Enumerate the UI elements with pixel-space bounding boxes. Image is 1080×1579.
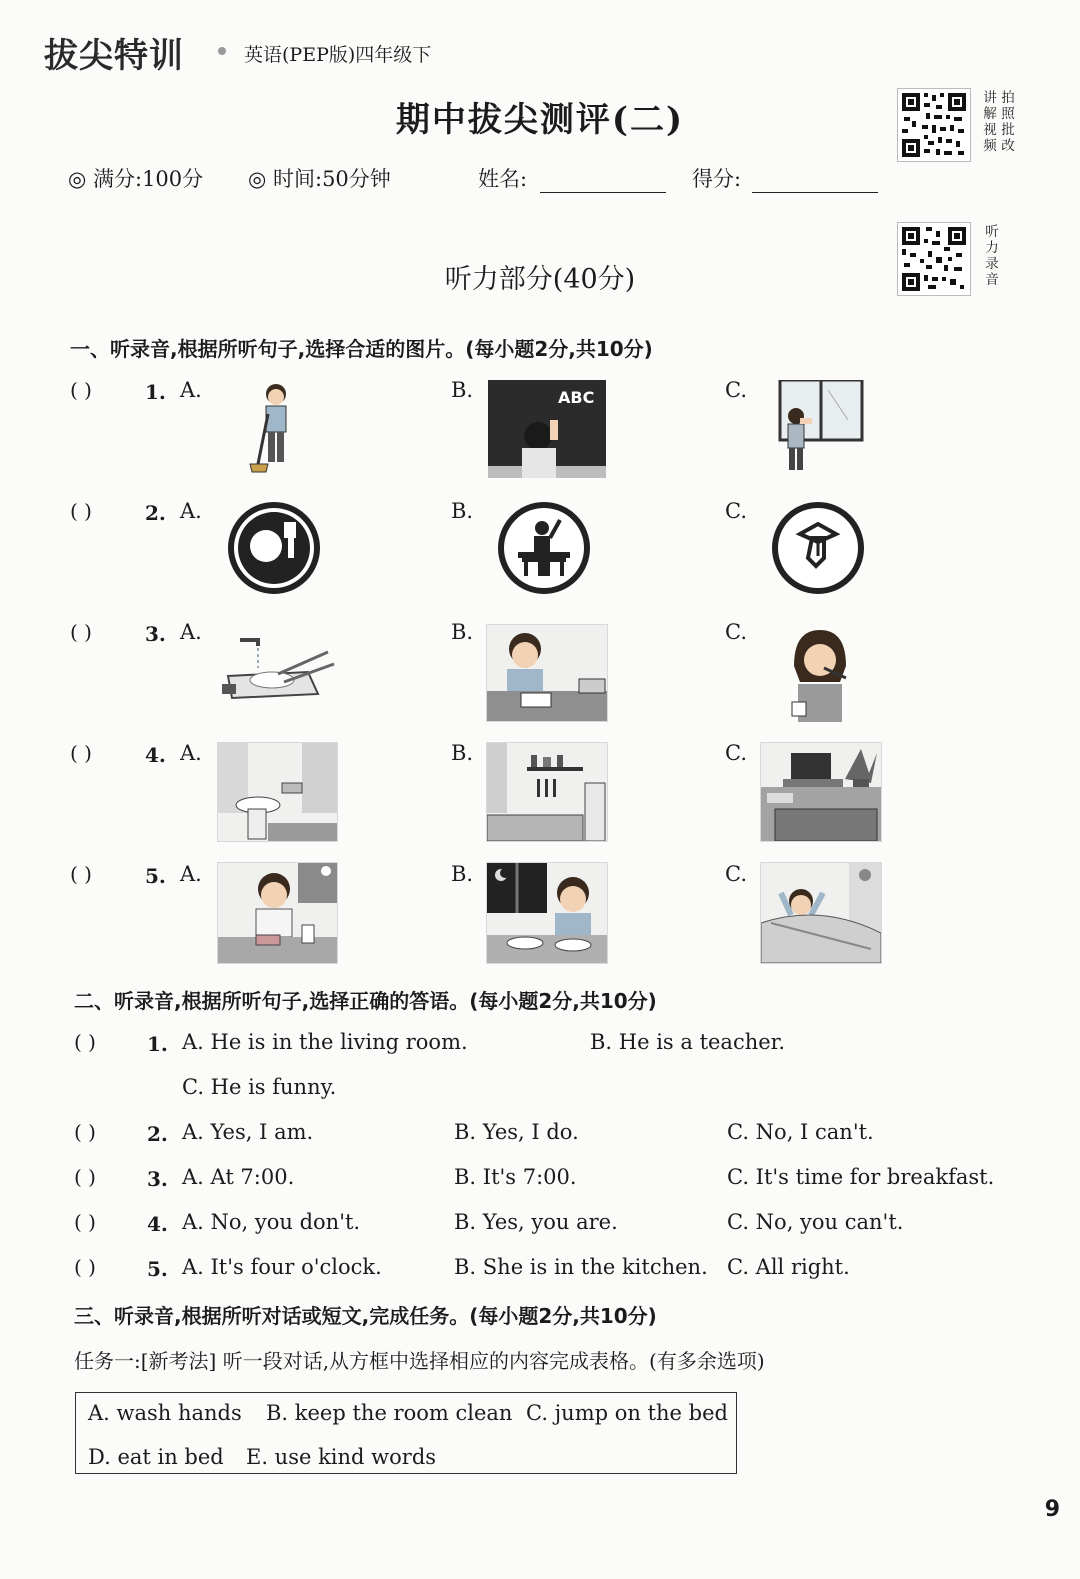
- kitchen-image: [486, 742, 608, 842]
- boy-waking-up-in-bed-image: [760, 862, 882, 964]
- option-label: A.: [180, 378, 202, 402]
- boy-writing-at-desk-image: [486, 624, 608, 722]
- choice-b[interactable]: B. He is a teacher.: [590, 1030, 786, 1054]
- listening-section-title: 听力部分(40分): [444, 264, 636, 295]
- option-label: C.: [725, 499, 747, 523]
- answer-paren[interactable]: ( ): [70, 620, 92, 644]
- part1-title: 一、听录音,根据所听句子,选择合适的图片。(每小题2分,共10分): [70, 337, 653, 361]
- time-limit: ◎ 时间:50分钟: [248, 167, 391, 191]
- boy-eating-dinner-at-night-image: [486, 862, 608, 964]
- choice-b[interactable]: B. Yes, I do.: [454, 1120, 579, 1144]
- qr-photo-label: 拍 照 批 改: [1001, 90, 1015, 154]
- choice-c[interactable]: C. All right.: [727, 1255, 850, 1279]
- blackboard-text: ABC: [558, 388, 595, 407]
- answer-paren[interactable]: ( ): [74, 1120, 96, 1144]
- student-at-desk-sign-icon: [498, 502, 590, 594]
- girl-brushing-teeth-image: [784, 626, 856, 722]
- part2-title: 二、听录音,根据所听句子,选择正确的答语。(每小题2分,共10分): [74, 989, 657, 1013]
- option-label: C.: [725, 378, 747, 402]
- choice-a[interactable]: A. Yes, I am.: [182, 1120, 314, 1144]
- box-option-b: B. keep the room clean: [266, 1401, 513, 1425]
- choice-a[interactable]: A. It's four o'clock.: [182, 1255, 382, 1279]
- page-title: 期中拔尖测评(二): [395, 100, 685, 140]
- brand-separator-dot: [218, 47, 226, 55]
- box-option-c: C. jump on the bed: [526, 1401, 728, 1425]
- answer-paren[interactable]: ( ): [70, 741, 92, 765]
- answer-paren[interactable]: ( ): [74, 1030, 96, 1054]
- box-option-e: E. use kind words: [246, 1445, 437, 1469]
- washing-hands-image: [218, 632, 336, 706]
- box-option-a: A. wash hands: [88, 1401, 242, 1425]
- question-number: 5.: [145, 864, 166, 888]
- option-label: B.: [451, 499, 474, 523]
- answer-paren[interactable]: ( ): [74, 1165, 96, 1189]
- option-label: B.: [451, 741, 474, 765]
- option-label: C.: [725, 620, 747, 644]
- option-label: B.: [451, 620, 474, 644]
- question-number: 4.: [147, 1212, 168, 1236]
- book-subtitle: 英语(PEP版)四年级下: [244, 44, 432, 66]
- option-label: C.: [725, 741, 747, 765]
- question-number: 2.: [145, 501, 166, 525]
- question-number: 3.: [147, 1167, 168, 1191]
- option-label: A.: [180, 741, 202, 765]
- choice-b[interactable]: B. It's 7:00.: [454, 1165, 577, 1189]
- answer-paren[interactable]: ( ): [74, 1255, 96, 1279]
- answer-paren[interactable]: ( ): [74, 1210, 96, 1234]
- boy-sweeping-floor-image: [246, 380, 306, 476]
- part3-title: 三、听录音,根据所听对话或短文,完成任务。(每小题2分,共10分): [74, 1304, 657, 1328]
- option-label: A.: [180, 862, 202, 886]
- option-label: A.: [180, 499, 202, 523]
- score-label: 得分:: [692, 167, 742, 191]
- question-number: 1.: [145, 380, 166, 404]
- question-number: 3.: [145, 622, 166, 646]
- boy-eating-breakfast-image: [217, 862, 338, 964]
- score-blank[interactable]: [752, 166, 878, 193]
- question-number: 5.: [147, 1257, 168, 1281]
- question-number: 2.: [147, 1122, 168, 1146]
- box-option-d: D. eat in bed: [88, 1445, 224, 1469]
- answer-paren[interactable]: ( ): [70, 862, 92, 886]
- option-label: B.: [451, 378, 474, 402]
- choice-c[interactable]: C. No, you can't.: [727, 1210, 904, 1234]
- quiet-sign-icon: [772, 502, 864, 594]
- answer-paren[interactable]: ( ): [70, 499, 92, 523]
- name-label: 姓名:: [478, 167, 528, 191]
- task1-instruction: 任务一:[新考法] 听一段对话,从方框中选择相应的内容完成表格。(有多余选项): [74, 1349, 765, 1373]
- qr-video-label: 讲 解 视 频: [983, 90, 997, 154]
- choice-c[interactable]: C. He is funny.: [182, 1075, 337, 1099]
- choice-a[interactable]: A. He is in the living room.: [182, 1030, 468, 1054]
- option-label: C.: [725, 862, 747, 886]
- bathroom-image: [217, 742, 338, 842]
- raise-hand-sign-icon: [228, 502, 320, 594]
- qr-audio-label: 听 力 录 音: [985, 224, 999, 288]
- choice-a[interactable]: A. No, you don't.: [182, 1210, 361, 1234]
- blackboard-cleaning-image: [488, 380, 606, 478]
- question-number: 4.: [145, 743, 166, 767]
- choice-c[interactable]: C. No, I can't.: [727, 1120, 874, 1144]
- choice-b[interactable]: B. She is in the kitchen.: [454, 1255, 708, 1279]
- name-blank[interactable]: [540, 166, 666, 193]
- options-box: [75, 1392, 737, 1474]
- full-score: ◎ 满分:100分: [68, 167, 204, 191]
- choice-a[interactable]: A. At 7:00.: [182, 1165, 295, 1189]
- option-label: B.: [451, 862, 474, 886]
- qr-code-video[interactable]: [897, 88, 971, 162]
- choice-b[interactable]: B. Yes, you are.: [454, 1210, 618, 1234]
- answer-paren[interactable]: ( ): [70, 378, 92, 402]
- brand-logo: 拔尖特训: [44, 36, 184, 76]
- page-number: 9: [1044, 1497, 1060, 1522]
- choice-c[interactable]: C. It's time for breakfast.: [727, 1165, 995, 1189]
- question-number: 1.: [147, 1032, 168, 1056]
- option-label: A.: [180, 620, 202, 644]
- living-room-image: [760, 742, 882, 842]
- boy-cleaning-window-image: [778, 380, 864, 476]
